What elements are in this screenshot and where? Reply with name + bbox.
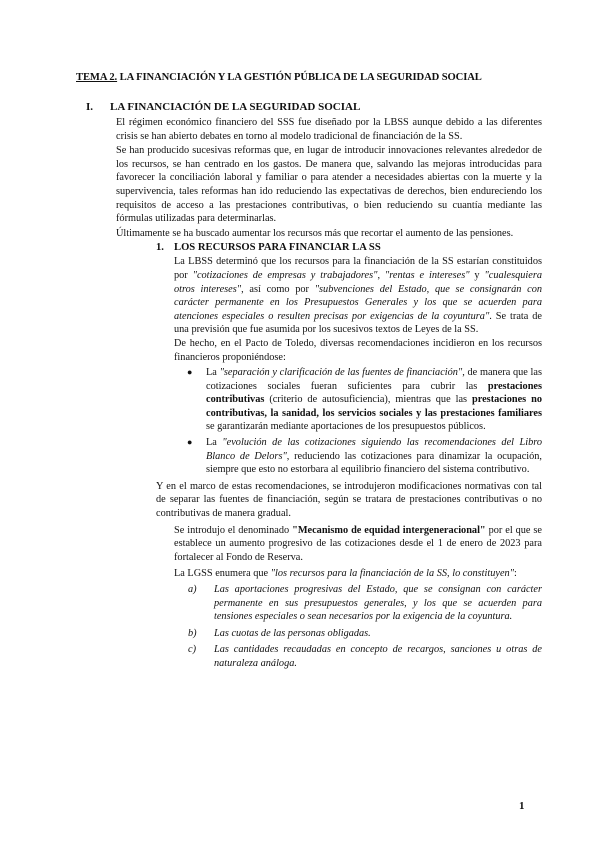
- text-run: y: [469, 269, 485, 281]
- text-run: La LGSS enumera que: [174, 568, 271, 580]
- title-lead: TEMA 2.: [76, 72, 118, 83]
- text-run: , así como por: [241, 283, 315, 295]
- subsection-1-body: [156, 255, 542, 670]
- section-1-number: I.: [86, 101, 94, 113]
- quoted-text: "separación y clarificación de las fuentes de financiación": [219, 367, 463, 379]
- text-run: , reduciendo las cotizaciones para dinamizar la ocupación, siempre que esto no estorbara al equilibrio financiero del sistema contributivo.: [206, 450, 542, 476]
- text-run: ,: [377, 269, 385, 281]
- bold-text: prestaciones no contributivas, la sanidad, los servicios sociales y las prestaciones familiares: [206, 394, 542, 419]
- page-number: 1: [519, 800, 525, 812]
- subsection-paragraph: [174, 524, 542, 565]
- subsection-1-title: LOS RECURSOS PARA FINANCIAR LA SS: [174, 242, 381, 254]
- text-run: , de manera que las cotizaciones sociales fueran suficientes para cubrir las: [206, 367, 542, 392]
- subsection-paragraph: [174, 567, 542, 581]
- section-1: [86, 101, 546, 674]
- title-rest: LA FINANCIACIÓN Y LA GESTIÓN PÚBLICA DE LA SEGURIDAD SOCIAL: [117, 72, 482, 83]
- quoted-text: "los recursos para la financiación de la SS, lo constituyen": [270, 568, 515, 580]
- text-run: (criterio de autosuficiencia), mientras que las: [264, 394, 472, 406]
- list-item: [174, 627, 542, 641]
- text-run: . Se trata de una previsión que fue asumida por los sucesivos textos de Leyes de la SS.: [174, 310, 542, 336]
- section-1-paragraph: El régimen económico financiero del SSS fue diseñado por la LBSS aunque debido a las diferentes crisis se han abierto debates en torno al modelo tradicional de financiación de la SS.: [116, 117, 542, 142]
- subsection-paragraph: De hecho, en el Pacto de Toledo, diversas recomendaciones incidieron en los recursos financieros proponiéndose:: [174, 337, 542, 363]
- quoted-text: "cualesquiera otros intereses": [174, 269, 542, 295]
- quoted-text: "rentas e intereses": [384, 269, 470, 281]
- subsection-1: [156, 241, 542, 670]
- list-item-text: Las cantidades recaudadas en concepto de recargos, sanciones u otras de naturaleza análoga.: [214, 644, 542, 669]
- page-title: [76, 71, 546, 85]
- subsection-1-heading: [156, 241, 542, 255]
- text-run: La LBSS determinó que los recursos para la financiación de la SS estarían constituidos por: [174, 256, 542, 281]
- subsection-paragraph: Y en el marco de estas recomendaciones, se introdujeron modificaciones normativas con tal de separar las fuentes de financiación, según se tratara de prestaciones contributivas o no contributivas de manera gradual.: [156, 480, 542, 520]
- text-run: Se introdujo el denominado: [174, 524, 293, 536]
- lettered-list: [174, 583, 542, 671]
- quoted-text: "evolución de las cotizaciones siguiendo las recomendaciones del Libro Blanco de Delors": [206, 437, 542, 462]
- quoted-text: "subvenciones del Estado, que se consignarán con carácter permanente en los Presupuestos Generales y los que se acuerden para atenciones especiales o resulten precisas por exigencias de la coyuntura": [174, 283, 542, 322]
- bold-text: prestaciones contributivas: [206, 380, 542, 406]
- bullet-list: [174, 366, 542, 477]
- text-run: se garantizarán mediante aportaciones de los presupuestos públicos.: [206, 421, 486, 433]
- list-letter: b): [188, 627, 197, 639]
- section-1-paragraph: Se han producido sucesivas reformas que, en lugar de introducir innovaciones relevantes alrededor de los recursos, se han centrado en los gastos. De manera que, salvando las mejoras introducidas para favorecer la conciliación laboral y familiar o para atender a necesidades abiertas con la muerte y la supervivencia, tales reformas han ido reduciendo las expectativas de derechos, bien endureciendo los requisitos de acceso a las prestaciones contributivas, o bien reduciendo su cuantía mediante las fórmulas utilizadas para determinarlas.: [116, 145, 542, 225]
- list-item: [174, 643, 542, 670]
- text-run: :: [514, 568, 517, 580]
- section-1-heading: [86, 101, 546, 116]
- section-1-body: [116, 116, 542, 671]
- bullet-item: [174, 436, 542, 477]
- list-letter: a): [188, 584, 197, 595]
- subsection-paragraph: [174, 255, 542, 337]
- bullet-icon: ●: [187, 437, 193, 448]
- list-item-text: Las aportaciones progresivas del Estado, que se consignan con carácter permanente en sus presupuestos generales, y los que se acuerden para tensiones especiales o sean necesarios por la exigencia de la coyuntura.: [214, 584, 542, 623]
- text-run: La: [206, 367, 220, 379]
- quoted-text: "cotizaciones de empresas y trabajadores": [192, 269, 378, 281]
- text-run: La: [206, 437, 223, 449]
- subsection-wide-block: [156, 480, 542, 521]
- list-item-text: Las cuotas de las personas obligadas.: [214, 627, 371, 639]
- text-run: por el que se establece un aumento progresivo de las cotizaciones desde el 1 de enero de 2023 para fortalecer al Fondo de Reserva.: [174, 524, 542, 563]
- section-1-title: LA FINANCIACIÓN DE LA SEGURIDAD SOCIAL: [110, 101, 361, 113]
- section-1-paragraph: Últimamente se ha buscado aumentar los recursos más que recortar el aumento de las pensiones.: [116, 227, 514, 239]
- list-item: [174, 583, 542, 624]
- subsection-1-number: 1.: [156, 242, 164, 254]
- list-letter: c): [188, 644, 196, 656]
- bold-text: "Mecanismo de equidad intergeneracional": [292, 524, 486, 536]
- bullet-item: [174, 366, 542, 434]
- bullet-icon: ●: [187, 367, 193, 378]
